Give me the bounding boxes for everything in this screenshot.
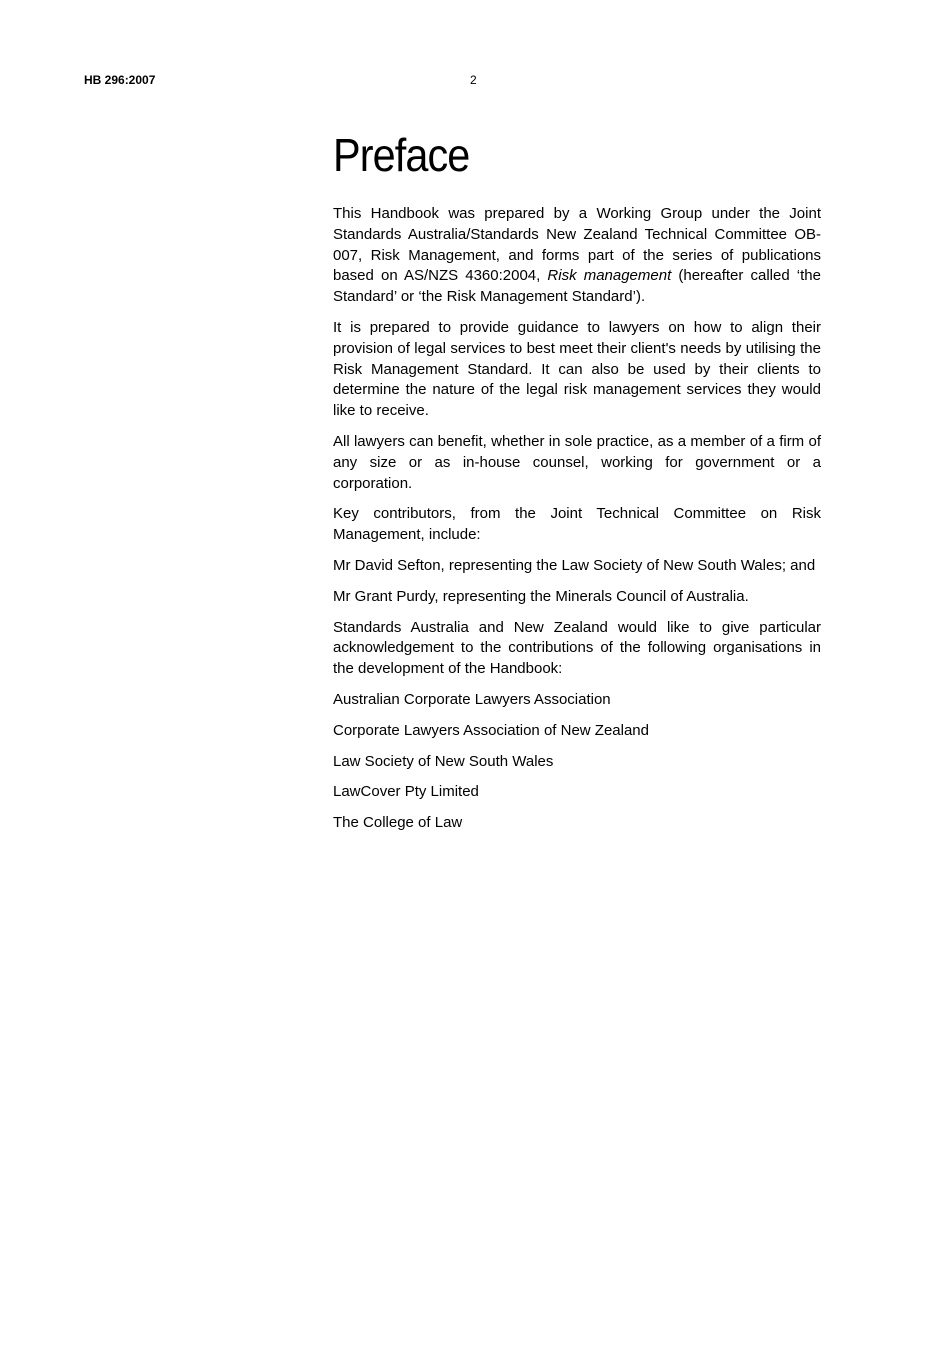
organisation-item: Australian Corporate Lawyers Association [333, 690, 611, 708]
preface-paragraph-1-text: This Handbook was prepared by a Working Group under the Joint Standards Australia/Standards New Zealand Technical Committee OB-007, Risk Management, and forms part of the series of publications based on AS/NZS 4360:2004, [333, 205, 821, 285]
document-code: HB 296:2007 [84, 73, 156, 87]
contributor-sefton: Mr David Sefton, representing the Law Society of New South Wales; and [333, 556, 816, 574]
preface-paragraph-3: All lawyers can benefit, whether in sole practice, as a member of a firm of any size or as in-house counsel, working for government or a corporation. [333, 432, 821, 492]
organisation-item: Corporate Lawyers Association of New Zealand [333, 721, 649, 739]
preface-paragraph-1 [333, 204, 821, 308]
preface-paragraph-4: Key contributors, from the Joint Technical Committee on Risk Management, include: [333, 505, 821, 544]
page-title: Preface [333, 129, 470, 181]
organisation-item: The College of Law [333, 814, 463, 832]
contributor-purdy: Mr Grant Purdy, representing the Minerals Council of Australia. [333, 587, 749, 605]
organisation-item: LawCover Pty Limited [333, 783, 479, 801]
preface-section [333, 128, 821, 844]
organisation-item: Law Society of New South Wales [333, 752, 554, 770]
preface-paragraph-acknowledgement: Standards Australia and New Zealand would like to give particular acknowledgement to the contributions of the following organisations in the development of the Handbook: [333, 618, 821, 678]
standard-title-italic: Risk management [547, 267, 672, 285]
page-number: 2 [470, 73, 477, 87]
preface-paragraph-2: It is prepared to provide guidance to lawyers on how to align their provision of legal services to best meet their client's needs by utilising the Risk Management Standard. It can also be used by their clients to determine the nature of the legal risk management services they would like to receive. [333, 318, 821, 420]
preface-paragraph-1-tail: (hereafter called ‘the Standard’ or ‘the Risk Management Standard’). [333, 267, 821, 306]
